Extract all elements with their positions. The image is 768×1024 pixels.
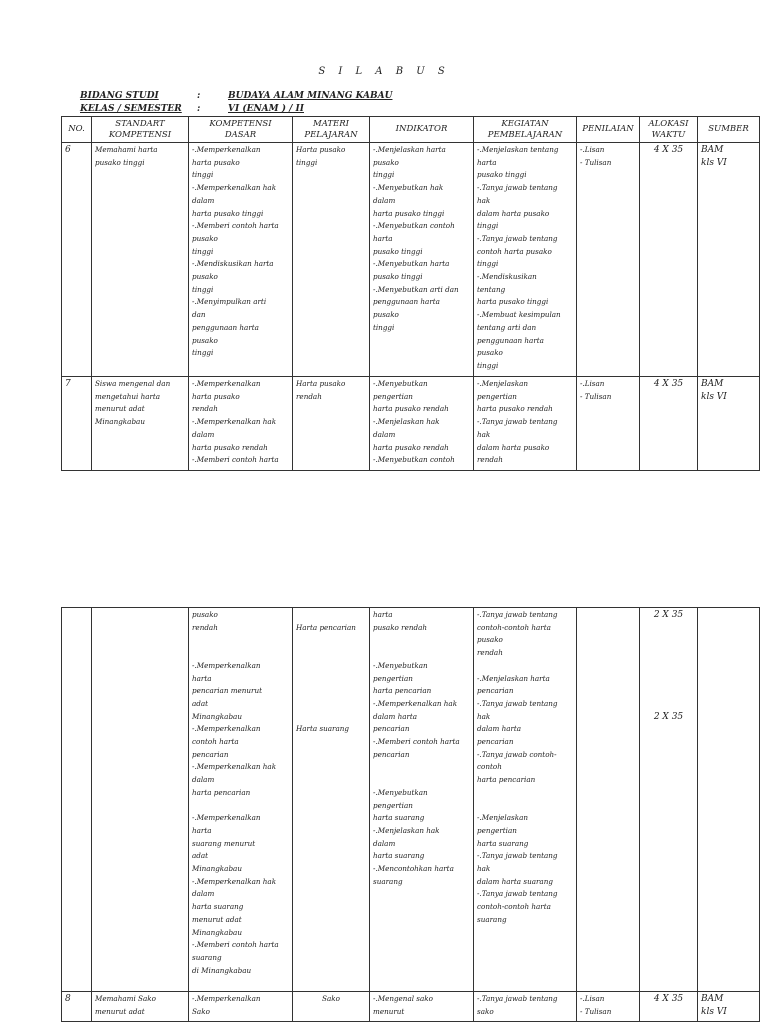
cell-sumber: BAM kls VI: [698, 992, 760, 1022]
table-row: [62, 992, 760, 1022]
syllabus-table-part-1: [61, 116, 760, 471]
cell-materi-pelajaran: Harta pencarian Harta suarang: [293, 608, 370, 992]
cell-sumber: [698, 608, 760, 992]
header-penilaian: PENILAIAN: [577, 117, 640, 143]
cell-indikator: harta pusako rendah -.Menyebutkan pengertian harta pencarian -.Memperkenalkan hak dalam harta pencarian -.Memberi contoh harta pencarian -.Menyebutkan pengertian harta suarang -.Menjelaskan hak dalam harta suarang -.Mencontohkan harta suarang: [370, 608, 474, 992]
cell-kompetensi-dasar: -.Memperkenalkan harta pusako rendah -.Memperkenalkan hak dalam harta pusako rendah -.Memberi contoh harta: [189, 377, 293, 471]
cell-materi-pelajaran: Sako: [293, 992, 370, 1022]
header-no: NO.: [62, 117, 92, 143]
cell-penilaian: -.Lisan - Tulisan: [577, 992, 640, 1022]
cell-no: 7: [62, 377, 92, 471]
header-sumber: SUMBER: [698, 117, 760, 143]
cell-alokasi-waktu: 4 X 35: [640, 143, 698, 377]
cell-materi-pelajaran: Harta pusako tinggi: [293, 143, 370, 377]
cell-sumber: BAM kls VI: [698, 143, 760, 377]
cell-no: 8: [62, 992, 92, 1022]
header-materi-pelajaran: MATERI PELAJARAN: [293, 117, 370, 143]
table-row: [62, 608, 760, 992]
bidang-studi-label: BIDANG STUDI: [80, 91, 159, 101]
cell-alokasi-waktu: 2 X 35 2 X 35: [640, 608, 698, 992]
syllabus-table-part-2: [61, 607, 760, 1022]
cell-indikator: -.Mengenal sako menurut: [370, 992, 474, 1022]
cell-no: [62, 608, 92, 992]
cell-kompetensi-dasar: -.Memperkenalkan harta pusako tinggi -.Memperkenalkan hak dalam harta pusako tinggi -.Memberi contoh harta pusako tinggi -.Mendiskusikan harta pusako tinggi -.Menyimpulkan arti dan penggunaan harta pusako tinggi: [189, 143, 293, 377]
cell-no: 6: [62, 143, 92, 377]
cell-kegiatan-pembelajaran: -.Menjelaskan pengertian harta pusako rendah -.Tanya jawab tentang hak dalam harta pusako rendah: [474, 377, 577, 471]
bidang-studi-value: BUDAYA ALAM MINANG KABAU: [228, 91, 393, 101]
cell-penilaian: -.Lisan - Tulisan: [577, 143, 640, 377]
cell-materi-pelajaran: Harta pusako rendah: [293, 377, 370, 471]
cell-kompetensi-dasar: -.Memperkenalkan Sako: [189, 992, 293, 1022]
bidang-studi-separator: :: [197, 91, 201, 101]
cell-standar-kompetensi: Memahami harta pusako tinggi: [92, 143, 189, 377]
cell-standar-kompetensi: Memahami Sako menurut adat: [92, 992, 189, 1022]
kelas-semester-label: KELAS / SEMESTER: [80, 104, 182, 114]
page-title: S I L A B U S: [318, 66, 450, 77]
cell-penilaian: -.Lisan - Tulisan: [577, 377, 640, 471]
kelas-semester-value: VI (ENAM ) / II: [228, 104, 304, 114]
table-row: [62, 143, 760, 377]
cell-kegiatan-pembelajaran: -.Tanya jawab tentang sako: [474, 992, 577, 1022]
cell-kompetensi-dasar: pusako rendah -.Memperkenalkan harta pencarian menurut adat Minangkabau -.Memperkenalkan contoh harta pencarian -.Memperkenalkan hak dalam harta pencarian -.Memperkenalkan harta suarang menurut adat Minangkabau -.Memperkenalkan hak dalam harta suarang menurut adat Minangkabau -.Memberi contoh harta suarang di Minangkabau: [189, 608, 293, 992]
cell-standar-kompetensi: Siswa mengenal dan mengetahui harta menurut adat Minangkabau: [92, 377, 189, 471]
cell-kegiatan-pembelajaran: -.Menjelaskan tentang harta pusako tinggi -.Tanya jawab tentang hak dalam harta pusako tinggi -.Tanya jawab tentang contoh harta pusako tinggi -.Mendiskusikan tentang harta pusako tinggi -.Membuat kesimpulan tentang arti dan penggunaan harta pusako tinggi: [474, 143, 577, 377]
cell-indikator: -.Menyebutkan pengertian harta pusako rendah -.Menjelaskan hak dalam harta pusako rendah -.Menyebutkan contoh: [370, 377, 474, 471]
kelas-semester-separator: :: [197, 104, 201, 114]
header-kompetensi-dasar: KOMPETENSI DASAR: [189, 117, 293, 143]
cell-sumber: BAM kls VI: [698, 377, 760, 471]
table-row: [62, 377, 760, 471]
cell-penilaian: [577, 608, 640, 992]
cell-indikator: -.Menjelaskan harta pusako tinggi -.Menyebutkan hak dalam harta pusako tinggi -.Menyebutkan contoh harta pusako tinggi -.Menyebutkan harta pusako tinggi -.Menyebutkan arti dan penggunaan harta pusako tinggi: [370, 143, 474, 377]
header-standar-kompetensi: STANDART KOMPETENSI: [92, 117, 189, 143]
cell-kegiatan-pembelajaran: -.Tanya jawab tentang contoh-contoh harta pusako rendah -.Menjelaskan harta pencarian -.Tanya jawab tentang hak dalam harta pencarian -.Tanya jawab contoh- contoh harta pencarian -.Menjelaskan pengertian harta suarang -.Tanya jawab tentang hak dalam harta suarang -.Tanya jawab tentang contoh-contoh harta suarang: [474, 608, 577, 992]
cell-alokasi-waktu: 4 X 35: [640, 992, 698, 1022]
cell-alokasi-waktu: 4 X 35: [640, 377, 698, 471]
header-indikator: INDIKATOR: [370, 117, 474, 143]
header-kegiatan-pembelajaran: KEGIATAN PEMBELAJARAN: [474, 117, 577, 143]
cell-standar-kompetensi: [92, 608, 189, 992]
header-alokasi-waktu: ALOKASI WAKTU: [640, 117, 698, 143]
